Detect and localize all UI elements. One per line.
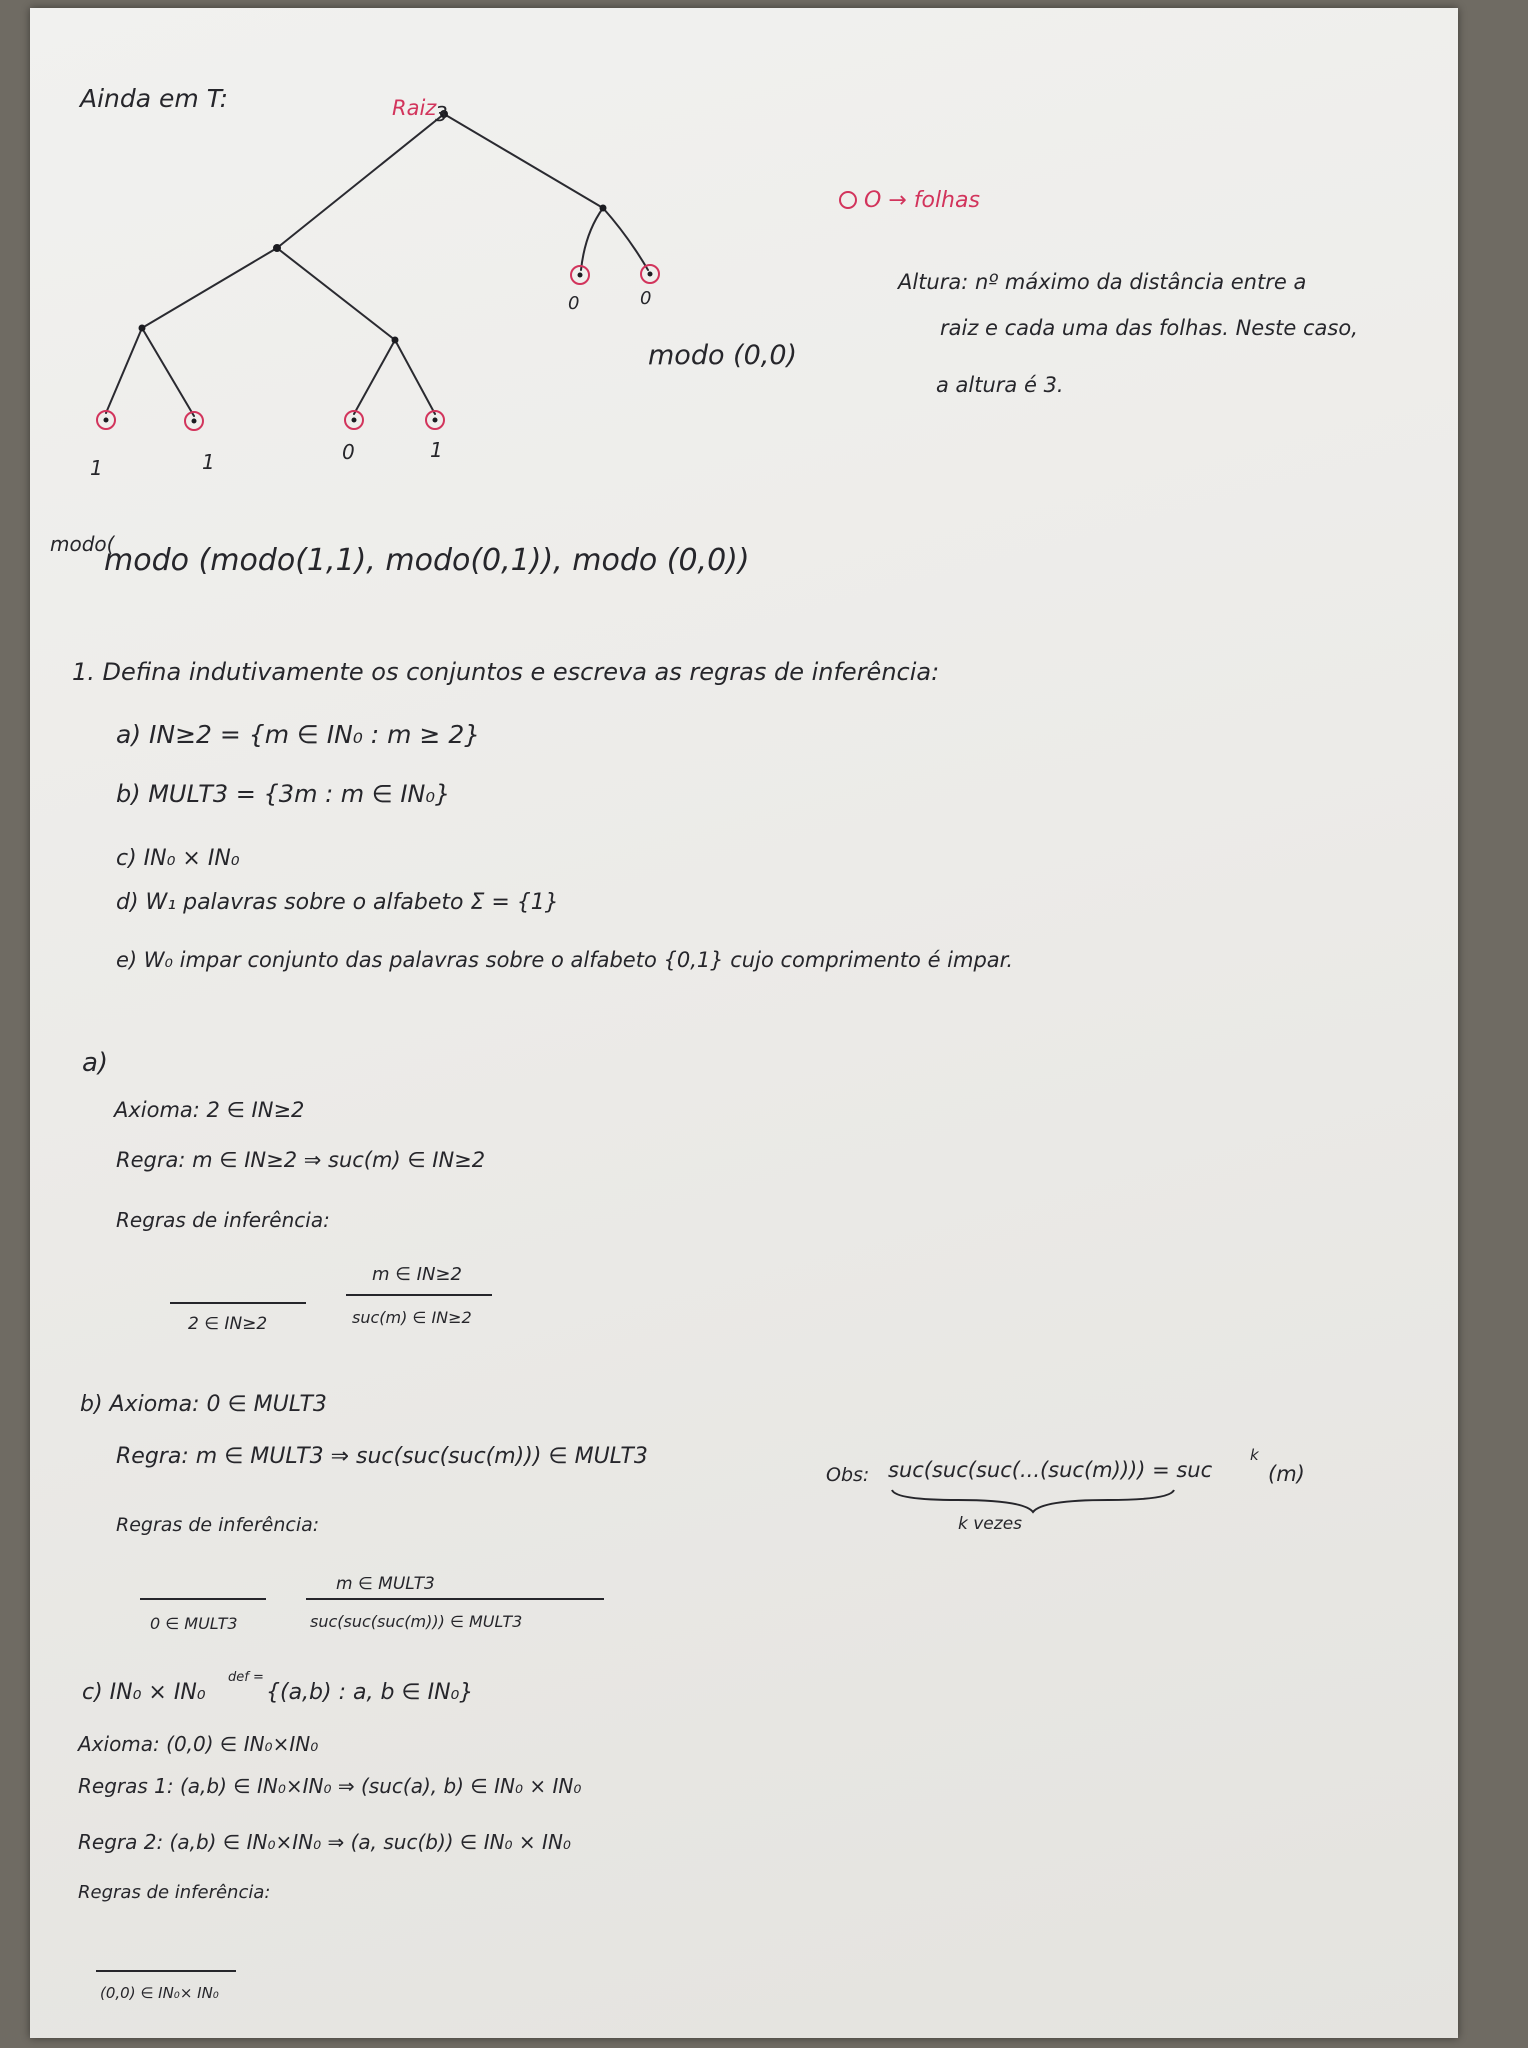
- part-c-def-op: def =: [228, 1670, 264, 1685]
- obs-tail: (m): [1268, 1462, 1305, 1486]
- subtree-note: modo (0,0): [648, 340, 798, 371]
- root-number: 3: [435, 102, 448, 126]
- part-a-rule: Regra: m ∈ IN≥2 ⇒ suc(m) ∈ IN≥2: [116, 1148, 486, 1172]
- part-c-inference-heading: Regras de inferência:: [78, 1882, 271, 1903]
- part-c-def-rhs: {(a,b) : a, b ∈ IN₀}: [266, 1680, 474, 1705]
- exercise-item-b: b) MULT3 = {3m : m ∈ IN₀}: [116, 780, 451, 808]
- leaf-legend: O → folhas: [864, 188, 980, 213]
- tree-edge: [142, 328, 194, 416]
- root-label: Raiz: [392, 96, 437, 120]
- leaf-value: 0: [568, 293, 580, 314]
- inference-conclusion: (0,0) ∈ IN₀× IN₀: [100, 1984, 219, 2002]
- inference-bar: [140, 1598, 266, 1600]
- expression-prefix: modo(: [50, 532, 115, 556]
- exercise-title: 1. Defina indutivamente os conjuntos e escreva as regras de inferência:: [72, 658, 940, 686]
- inference-bar: [96, 1970, 236, 1972]
- exercise-item-a: a) IN≥2 = {m ∈ IN₀ : m ≥ 2}: [116, 720, 481, 749]
- inference-conclusion: suc(suc(suc(m))) ∈ MULT3: [310, 1612, 523, 1631]
- exercise-item-c: c) IN₀ × IN₀: [116, 846, 240, 871]
- inference-bar: [170, 1302, 306, 1304]
- tree-edge: [277, 248, 395, 340]
- tree-edge: [444, 114, 603, 208]
- inference-premise: m ∈ IN≥2: [372, 1264, 462, 1285]
- altura-line-3: a altura é 3.: [936, 373, 1064, 397]
- part-a-inference-heading: Regras de inferência:: [116, 1208, 330, 1232]
- leaf-value: 0: [640, 288, 652, 309]
- tree-expression: modo (modo(1,1), modo(0,1)), modo (0,0)): [104, 543, 750, 578]
- obs-under-label: k vezes: [958, 1514, 1023, 1534]
- tree-edge: [142, 248, 277, 328]
- obs-expression: suc(suc(suc(...(suc(m)))) = suc: [888, 1458, 1213, 1482]
- part-b-inference-heading: Regras de inferência:: [116, 1514, 320, 1536]
- inference-conclusion: suc(m) ∈ IN≥2: [352, 1308, 472, 1327]
- part-c-def-lhs: c) IN₀ × IN₀: [82, 1680, 206, 1705]
- exercise-item-d: d) W₁ palavras sobre o alfabeto Σ = {1}: [116, 890, 559, 915]
- altura-line-2: raiz e cada uma das folhas. Neste caso,: [940, 316, 1358, 340]
- leaf-value: 0: [342, 440, 355, 464]
- inference-conclusion: 2 ∈ IN≥2: [188, 1314, 268, 1334]
- leaf-value: 1: [430, 438, 443, 462]
- part-c-rule-2: Regra 2: (a,b) ∈ IN₀×IN₀ ⇒ (a, suc(b)) ∈ IN₀ × IN₀: [78, 1830, 571, 1854]
- tree-node: [273, 244, 281, 252]
- legend-circle: [840, 192, 856, 208]
- tree-node: [392, 337, 399, 344]
- tree-edge: [581, 208, 603, 270]
- part-a-label: a): [82, 1048, 109, 1078]
- part-c-axiom: Axioma: (0,0) ∈ IN₀×IN₀: [78, 1732, 319, 1756]
- altura-line-1: Altura: nº máximo da distância entre a: [898, 270, 1307, 294]
- tree-node: [600, 205, 607, 212]
- paper-sheet: [30, 8, 1458, 2038]
- underbrace: [888, 1486, 1178, 1514]
- part-c-rule-1: Regras 1: (a,b) ∈ IN₀×IN₀ ⇒ (suc(a), b) ∈ IN₀ × IN₀: [78, 1774, 582, 1798]
- obs-exponent: k: [1250, 1446, 1259, 1464]
- exercise-item-e: e) W₀ impar conjunto das palavras sobre o alfabeto {0,1} cujo comprimento é impar.: [116, 948, 1014, 972]
- tree-node: [139, 325, 146, 332]
- leaf-value: 1: [202, 450, 215, 474]
- tree-edge: [106, 328, 142, 413]
- inference-conclusion: 0 ∈ MULT3: [150, 1614, 238, 1633]
- inference-premise: m ∈ MULT3: [336, 1574, 435, 1594]
- part-b-axiom: b) Axioma: 0 ∈ MULT3: [80, 1392, 327, 1417]
- obs-prefix: Obs:: [826, 1464, 870, 1486]
- tree-edge: [277, 114, 444, 248]
- tree-edge: [354, 340, 395, 414]
- tree-title: Ainda em T:: [80, 84, 229, 113]
- binary-tree-diagram: [30, 8, 1458, 528]
- tree-edge: [395, 340, 435, 414]
- part-a-axiom: Axioma: 2 ∈ IN≥2: [114, 1098, 305, 1122]
- inference-bar: [346, 1294, 492, 1296]
- part-b-rule: Regra: m ∈ MULT3 ⇒ suc(suc(suc(m))) ∈ MULT3: [116, 1444, 648, 1469]
- tree-edge: [603, 208, 648, 270]
- leaf-value: 1: [90, 456, 103, 480]
- inference-bar: [306, 1598, 604, 1600]
